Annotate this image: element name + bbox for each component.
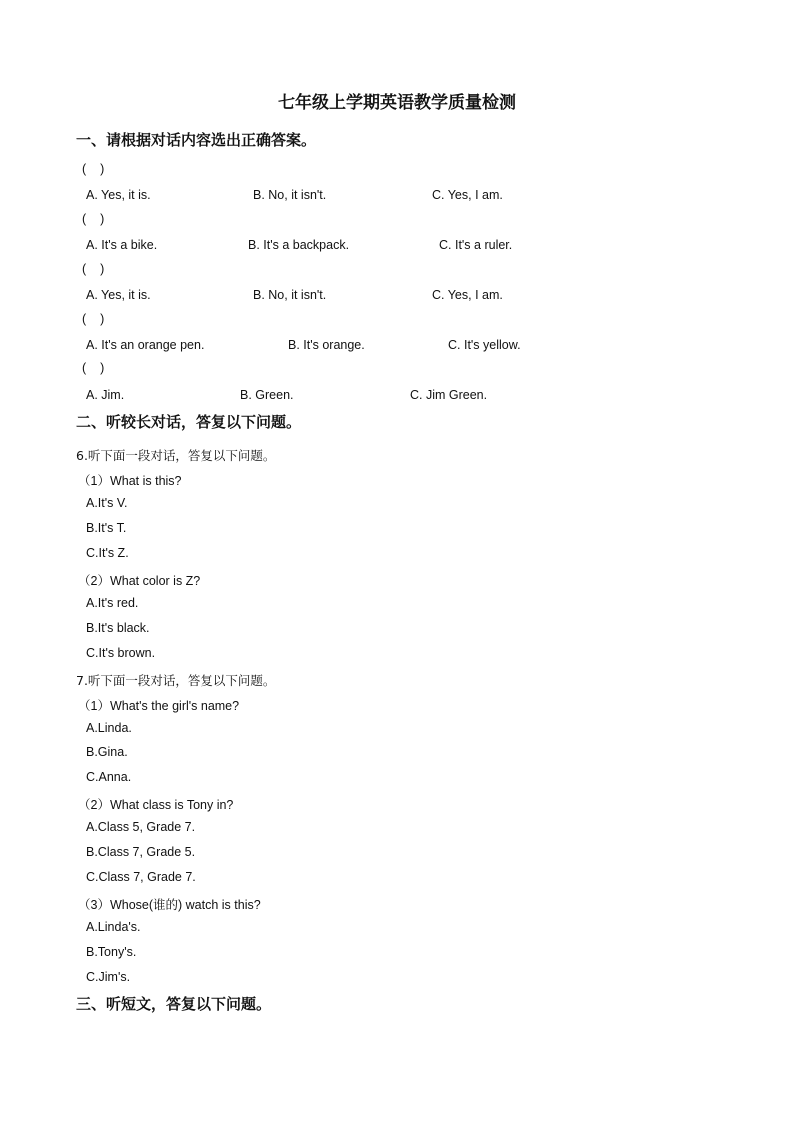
option-b: B. It's orange. <box>288 338 365 352</box>
section-1-heading: 一、请根据对话内容选出正确答案。 <box>76 131 317 149</box>
option-c: C. Yes, I am. <box>432 188 503 202</box>
answer-blank: ( ) <box>82 162 105 176</box>
option-c: C. It's yellow. <box>448 338 521 352</box>
option-c: C.It's brown. <box>86 646 156 660</box>
sub-question: （1）What's the girl's name? <box>78 699 240 713</box>
option-a: A. Yes, it is. <box>86 288 151 302</box>
option-c: C. Jim Green. <box>410 388 488 402</box>
option-a: A. Jim. <box>86 388 125 402</box>
option-a: A. It's a bike. <box>86 238 158 252</box>
option-a: A. It's an orange pen. <box>86 338 205 352</box>
question-7-intro: 7.听下面一段对话，答复以下问题。 <box>76 673 276 688</box>
option-a: A.It's V. <box>86 496 128 510</box>
option-c: C. Yes, I am. <box>432 288 503 302</box>
section-2-heading: 二、听较长对话，答复以下问题。 <box>76 413 302 431</box>
option-b: B.It's black. <box>86 621 150 635</box>
sub-question: （2）What class is Tony in? <box>78 798 234 812</box>
sub-question: （2）What color is Z? <box>78 574 201 588</box>
option-c: C.Class 7, Grade 7. <box>86 870 196 884</box>
option-a: A.Linda. <box>86 721 132 735</box>
option-c: C.It's Z. <box>86 546 129 560</box>
option-a: A.Linda's. <box>86 920 141 934</box>
option-a: A.It's red. <box>86 596 139 610</box>
option-b: B. No, it isn't. <box>253 188 327 202</box>
option-c: C.Jim's. <box>86 970 131 984</box>
option-a: A. Yes, it is. <box>86 188 151 202</box>
answer-blank: ( ) <box>82 262 105 276</box>
answer-blank: ( ) <box>82 212 105 226</box>
question-6-intro: 6.听下面一段对话，答复以下问题。 <box>76 448 276 463</box>
option-c: C. It's a ruler. <box>439 238 513 252</box>
option-b: B.Gina. <box>86 745 128 759</box>
sub-question: （3）Whose(谁的) watch is this? <box>78 898 261 912</box>
option-b: B. It's a backpack. <box>248 238 350 252</box>
option-b: B.It's T. <box>86 521 127 535</box>
option-b: B. No, it isn't. <box>253 288 327 302</box>
option-b: B.Class 7, Grade 5. <box>86 845 196 859</box>
option-c: C.Anna. <box>86 770 132 784</box>
page-title: 七年级上学期英语教学质量检测 <box>278 93 516 113</box>
option-b: B. Green. <box>240 388 294 402</box>
option-a: A.Class 5, Grade 7. <box>86 820 196 834</box>
answer-blank: ( ) <box>82 312 105 326</box>
option-b: B.Tony's. <box>86 945 137 959</box>
section-3-heading: 三、听短文，答复以下问题。 <box>76 995 272 1013</box>
answer-blank: ( ) <box>82 361 105 375</box>
sub-question: （1）What is this? <box>78 474 182 488</box>
